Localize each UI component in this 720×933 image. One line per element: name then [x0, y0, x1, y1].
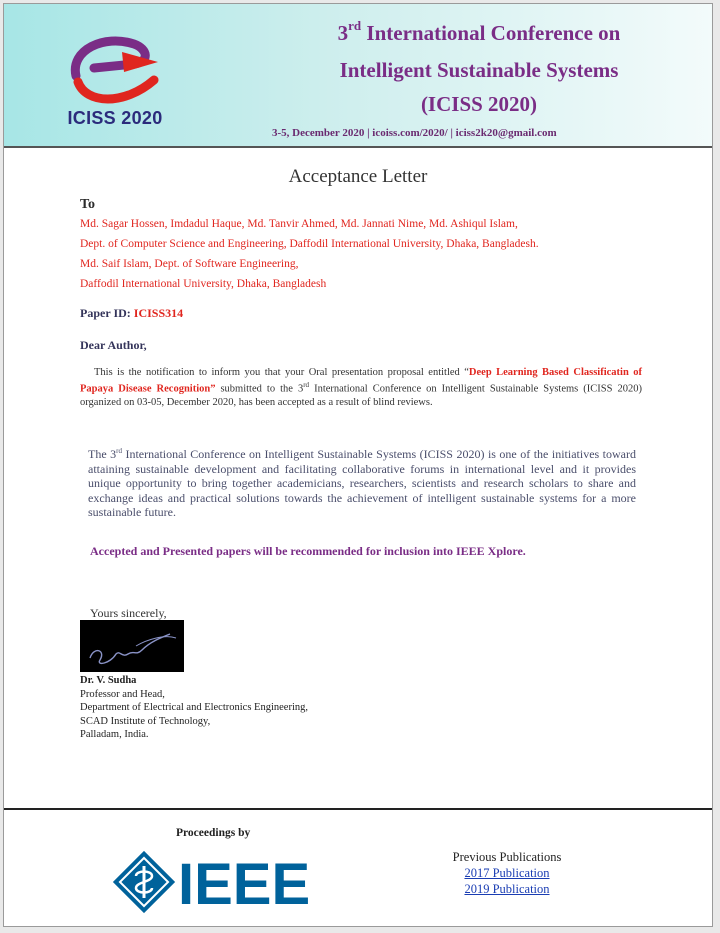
signer-title: Professor and Head, [80, 688, 165, 700]
signer-institute: SCAD Institute of Technology, [80, 715, 211, 727]
footer-divider [4, 808, 712, 810]
recipient-line: Md. Saif Islam, Dept. of Software Engineering, [80, 258, 299, 270]
paper-id: Paper ID: ICISS314 [80, 306, 184, 320]
notification-paragraph: This is the notification to inform you that your Oral presentation proposal entitled “Deep Learning Based Classificatin of Papaya Disease Recognition” submitted to the 3rd International Conference on Intelligent Sustainable Systems (ICISS 2020) organized on 03-05, December 2020, has been accepted as a result of blind reviews. [80, 367, 643, 408]
signer-name: Dr. V. Sudha [80, 675, 137, 686]
previous-publications [442, 849, 572, 897]
ieee-xplore-note: Accepted and Presented papers will be recommended for inclusion into IEEE Xplore. [90, 544, 526, 558]
paper-title: Deep Learning Based Classificatin of Papaya Disease Recognition” [80, 367, 643, 395]
recipients-block [80, 214, 700, 294]
letter-title: Acceptance Letter [288, 166, 428, 187]
recipient-line: Md. Sagar Hossen, Imdadul Haque, Md. Tanvir Ahmed, Md. Jannati Nime, Md. Ashiqul Islam, [80, 218, 518, 230]
conference-header [4, 4, 712, 148]
publication-2017-link[interactable]: 2017 Publication [464, 866, 550, 880]
letter-page [3, 3, 713, 927]
svg-text:IEEE: IEEE [178, 852, 311, 916]
conference-title: 3rd International Conference on Intelligent Sustainable Systems (ICISS 2020) [264, 16, 694, 121]
signer-department: Department of Electrical and Electronics Engineering, [80, 702, 308, 713]
publication-2019-link[interactable]: 2019 Publication [464, 882, 550, 896]
logo-text: ICISS 2020 [67, 108, 163, 128]
proceedings-label: Proceedings by [176, 827, 251, 839]
conference-acronym: (ICISS 2020) [420, 92, 538, 116]
iciss-logo-icon [64, 32, 164, 106]
conference-info: 3-5, December 2020 | icoiss.com/2020/ | iciss2k20@gmail.com [272, 127, 557, 139]
paper-id-value: ICISS314 [133, 306, 184, 320]
ieee-logo-icon [112, 848, 324, 916]
signer-block [80, 674, 308, 742]
salutation: Dear Author, [80, 338, 147, 352]
signature-image [80, 620, 184, 672]
recipient-line: Daffodil International University, Dhaka, Bangladesh [80, 278, 327, 290]
previous-publications-label: Previous Publications [452, 850, 562, 864]
closing: Yours sincerely, [90, 606, 167, 620]
recipient-line: Dept. of Computer Science and Engineering, Daffodil International University, Dhaka, Bangladesh. [80, 238, 539, 250]
conference-title-line2: Intelligent Sustainable Systems [339, 58, 619, 82]
to-label: To [80, 197, 96, 212]
signer-location: Palladam, India. [80, 729, 149, 740]
conference-description-paragraph: The 3rd International Conference on Intelligent Sustainable Systems (ICISS 2020) is one of the initiatives toward attaining sustainable development and facilitating collaborative forums in international level and it provides unique opportunity to bring together academicians, researchers, scientists and research scholars to share and exchange ideas and practical solutions towards the achievement of intelligent sustainable systems for a more sustainable future. [88, 447, 636, 519]
